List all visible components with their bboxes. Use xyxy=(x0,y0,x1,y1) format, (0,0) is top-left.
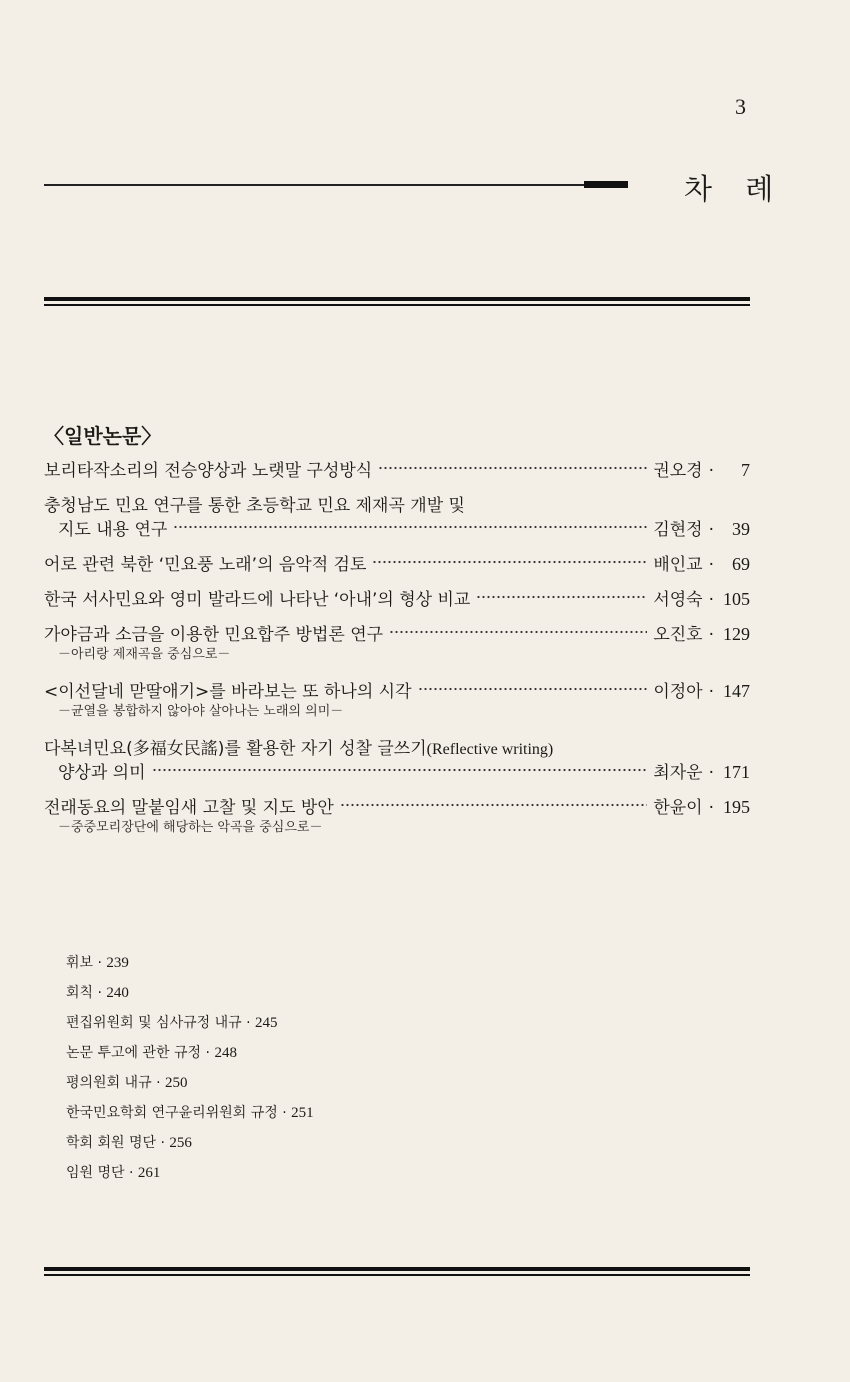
entry-title: 충청남도 민요 연구를 통한 초등학교 민요 제재곡 개발 및 xyxy=(44,496,465,516)
separator: · xyxy=(156,1075,161,1091)
separator: · xyxy=(282,1105,287,1121)
section-heading: 〈일반논문〉 xyxy=(44,424,162,448)
toc-entry[interactable] xyxy=(44,550,750,574)
header-rule xyxy=(44,184,584,186)
bottom-double-rule xyxy=(44,1267,750,1276)
entry-author: 권오경 xyxy=(653,461,703,481)
appendix-item[interactable] xyxy=(66,978,314,1008)
separator: · xyxy=(129,1165,134,1181)
dot-leader xyxy=(476,595,647,599)
entry-title-continued: 지도 내용 연구 xyxy=(58,520,168,540)
appendix-label: 임원 명단 xyxy=(66,1165,125,1181)
toc-entry[interactable] xyxy=(44,734,750,782)
separator: · xyxy=(708,520,714,540)
entry-page: 195 xyxy=(723,797,750,817)
separator: · xyxy=(160,1135,165,1151)
separator: · xyxy=(708,798,714,818)
entry-page: 69 xyxy=(732,554,750,574)
appendix-item[interactable] xyxy=(66,1128,314,1158)
appendix-label: 휘보 xyxy=(66,955,94,971)
entry-subtitle: －아리랑 제재곡을 중심으로－ xyxy=(58,647,231,662)
separator: · xyxy=(246,1015,251,1031)
dot-leader xyxy=(173,525,647,529)
appendix-item[interactable] xyxy=(66,1038,314,1068)
appendix-item[interactable] xyxy=(66,1158,314,1188)
entry-page: 147 xyxy=(723,681,750,701)
entry-title: 전래동요의 말붙임새 고찰 및 지도 방안 xyxy=(44,798,334,818)
appendix-label: 한국민요학회 연구윤리위원회 규정 xyxy=(66,1105,278,1121)
appendix-item[interactable] xyxy=(66,1068,314,1098)
entry-author: 김현정 xyxy=(653,520,703,540)
appendix-label: 회칙 xyxy=(66,985,94,1001)
page-title: 차 례 xyxy=(684,172,786,206)
entry-title: 한국 서사민요와 영미 발라드에 나타난 ‘아내’의 형상 비교 xyxy=(44,590,471,610)
dot-leader xyxy=(418,687,648,691)
appendix-label: 학회 회원 명단 xyxy=(66,1135,157,1151)
separator: · xyxy=(708,555,714,575)
entry-author: 이정아 xyxy=(653,682,703,702)
appendix-page: 248 xyxy=(214,1045,237,1061)
appendix-item[interactable] xyxy=(66,948,314,978)
entry-page: 105 xyxy=(723,589,750,609)
separator: · xyxy=(205,1045,210,1061)
toc-entry[interactable] xyxy=(44,491,750,539)
separator: · xyxy=(708,461,714,481)
appendix-list xyxy=(66,948,314,1188)
entry-page: 7 xyxy=(741,460,750,480)
dot-leader xyxy=(340,803,648,807)
toc-entry[interactable] xyxy=(44,793,750,839)
appendix-label: 평의원회 내규 xyxy=(66,1075,152,1091)
separator: · xyxy=(97,985,102,1001)
entry-page: 129 xyxy=(723,624,750,644)
appendix-item[interactable] xyxy=(66,1098,314,1128)
entry-author: 최자운 xyxy=(653,763,703,783)
appendix-page: 239 xyxy=(106,955,129,971)
toc-entry[interactable] xyxy=(44,585,750,609)
appendix-page: 251 xyxy=(291,1105,314,1121)
dot-leader xyxy=(372,560,647,564)
appendix-page: 256 xyxy=(169,1135,192,1151)
dot-leader xyxy=(378,466,647,470)
separator: · xyxy=(708,590,714,610)
entry-title-english: (Reflective writing) xyxy=(426,741,554,758)
appendix-item[interactable] xyxy=(66,1008,314,1038)
appendix-label: 편집위원회 및 심사규정 내규 xyxy=(66,1015,242,1031)
separator: · xyxy=(708,682,714,702)
appendix-page: 250 xyxy=(164,1075,188,1091)
entry-author: 배인교 xyxy=(653,555,703,575)
top-double-rule xyxy=(44,297,750,306)
entry-page: 171 xyxy=(723,762,750,782)
entry-page: 39 xyxy=(732,519,750,539)
toc-entry[interactable] xyxy=(44,677,750,723)
entry-author: 서영숙 xyxy=(653,590,703,610)
page-number: 3 xyxy=(735,94,746,119)
entry-title-continued: 양상과 의미 xyxy=(58,763,146,783)
appendix-page: 261 xyxy=(137,1165,161,1181)
entry-title: 보리타작소리의 전승양상과 노랫말 구성방식 xyxy=(44,461,373,481)
entry-subtitle: －균열을 봉합하지 않아야 살아나는 노래의 의미－ xyxy=(58,704,344,719)
appendix-page: 245 xyxy=(255,1015,278,1031)
separator: · xyxy=(708,625,714,645)
separator: · xyxy=(708,763,714,783)
entry-subtitle: －중중모리장단에 해당하는 악곡을 중심으로－ xyxy=(58,820,323,835)
table-of-contents xyxy=(44,456,750,850)
entry-title: <이선달네 맏딸애기>를 바라보는 또 하나의 시각 xyxy=(44,682,412,702)
entry-title: 어로 관련 북한 ‘민요풍 노래’의 음악적 검토 xyxy=(44,555,367,575)
dot-leader xyxy=(152,768,648,772)
dot-leader xyxy=(389,630,647,634)
header-bar xyxy=(584,181,628,188)
entry-author: 한윤이 xyxy=(653,798,703,818)
appendix-page: 240 xyxy=(106,985,129,1001)
toc-entry[interactable] xyxy=(44,620,750,666)
toc-entry[interactable] xyxy=(44,456,750,480)
entry-title: 가야금과 소금을 이용한 민요합주 방법론 연구 xyxy=(44,625,384,645)
entry-title: 다복녀민요(多福女民謠)를 활용한 자기 성찰 글쓰기 xyxy=(44,739,427,759)
separator: · xyxy=(97,955,102,971)
entry-author: 오진호 xyxy=(653,625,703,645)
appendix-label: 논문 투고에 관한 규정 xyxy=(66,1045,202,1061)
